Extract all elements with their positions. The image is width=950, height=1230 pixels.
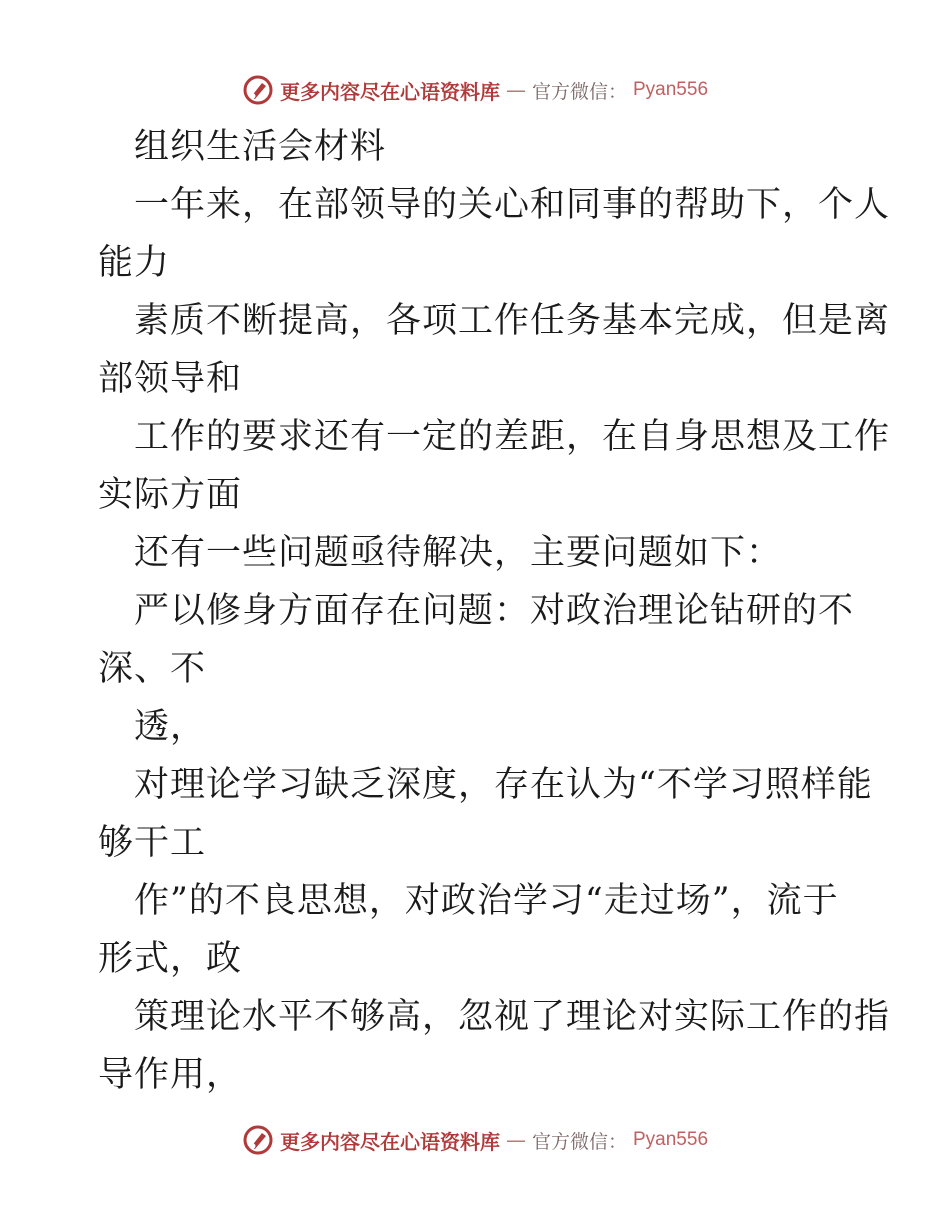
document-line: 实际方面 bbox=[98, 475, 243, 515]
document-line: 够干工 bbox=[98, 823, 207, 863]
document-line: 策理论水平不够高，忽视了理论对实际工作的指 bbox=[134, 997, 891, 1037]
watermark-brand-text: 更多内容尽在心语资料库 bbox=[279, 1129, 500, 1154]
document-line: 对理论学习缺乏深度，存在认为“不学习照样能 bbox=[134, 765, 873, 805]
watermark-brand-text: 更多内容尽在心语资料库 bbox=[279, 79, 500, 104]
document-line: 工作的要求还有一定的差距，在自身思想及工作 bbox=[134, 417, 891, 457]
document-line: 组织生活会材料 bbox=[134, 127, 387, 167]
watermark-official-label: 官方微信： bbox=[531, 80, 627, 103]
document-line: 还有一些问题亟待解决，主要问题如下： bbox=[134, 533, 783, 573]
watermark-official-label: 官方微信： bbox=[531, 1130, 627, 1153]
document-line: 严以修身方面存在问题：对政治理论钻研的不 bbox=[134, 591, 855, 631]
document-line: 透， bbox=[134, 707, 207, 747]
watermark-footer bbox=[0, 1120, 950, 1160]
red-pen-seal-icon bbox=[242, 1124, 274, 1156]
watermark-wechat-id: Pyan556 bbox=[633, 1129, 709, 1150]
document-line: 一年来，在部领导的关心和同事的帮助下，个人 bbox=[134, 185, 891, 225]
document-line: 深、不 bbox=[98, 649, 207, 689]
document-body bbox=[98, 118, 891, 1104]
watermark-wechat-id: Pyan556 bbox=[633, 79, 709, 100]
document-line: 部领导和 bbox=[98, 359, 243, 399]
watermark-separator: — bbox=[505, 1128, 526, 1152]
watermark-separator: — bbox=[505, 78, 526, 102]
document-line: 作”的不良思想，对政治学习“走过场”，流于 bbox=[134, 881, 839, 921]
document-line: 素质不断提高，各项工作任务基本完成，但是离 bbox=[134, 301, 891, 341]
document-line: 导作用， bbox=[98, 1055, 243, 1095]
watermark-header bbox=[0, 70, 950, 110]
red-pen-seal-icon bbox=[242, 74, 274, 106]
document-line: 形式，政 bbox=[98, 939, 243, 979]
document-line: 能力 bbox=[98, 243, 171, 283]
